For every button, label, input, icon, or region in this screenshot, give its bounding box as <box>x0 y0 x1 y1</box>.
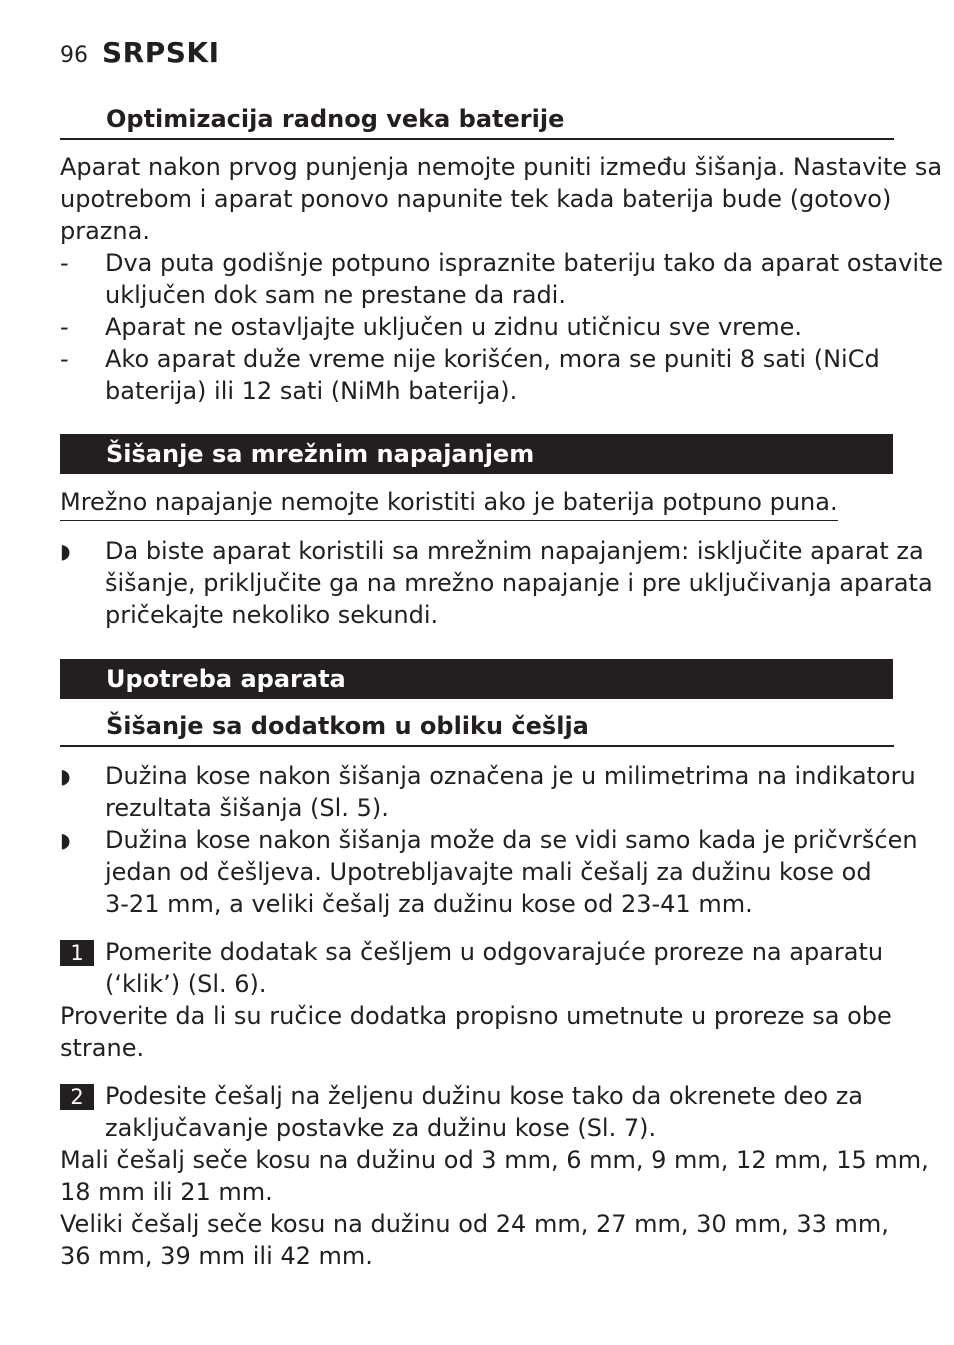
list-item <box>60 760 916 824</box>
text-line: zaključavanje postavke za dužinu kose (Sl. 7). <box>105 1114 657 1142</box>
section-heading-usage: Upotreba aparata <box>60 659 893 699</box>
text-line: pričekajte nekoliko sekundi. <box>105 601 439 629</box>
section-heading-mains: Šišanje sa mrežnim napajanjem <box>60 434 893 474</box>
step-body <box>60 936 893 1000</box>
dash-bullet: - <box>60 345 69 373</box>
text-line: rezultata šišanja (Sl. 5). <box>105 794 389 822</box>
text-line: šišanje, priključite ga na mrežno napajanje i pre uključivanja aparata <box>105 569 933 597</box>
comb-bullets <box>60 760 918 920</box>
text-line: Dužina kose nakon šišanja može da se vidi samo kada je pričvršćen <box>105 826 918 854</box>
text-line: Dva puta godišnje potpuno ispraznite bateriju tako da aparat ostavite <box>105 249 944 277</box>
list-item <box>60 311 893 343</box>
dash-bullet: - <box>60 313 69 341</box>
text-line: Aparat nakon prvog punjenja nemojte puniti između šišanja. Nastavite sa <box>60 153 943 181</box>
battery-intro <box>60 151 943 247</box>
text-line: prazna. <box>60 217 150 245</box>
text-line: Da biste aparat koristili sa mrežnim napajanjem: isključite aparat za <box>105 537 924 565</box>
text-line: Podesite češalj na željenu dužinu kose tako da okrenete deo za <box>105 1082 863 1110</box>
step-1 <box>60 936 893 1064</box>
step-note: 36 mm, 39 mm ili 42 mm. <box>60 1242 373 1270</box>
arrow-bullet-icon: ◗ <box>60 764 71 788</box>
text-line: jedan od češljeva. Upotrebljavajte mali češalj za dužinu kose od <box>105 858 872 886</box>
list-item <box>60 535 933 631</box>
step-2 <box>60 1080 929 1272</box>
dash-bullet: - <box>60 249 69 277</box>
language-title: SRPSKI <box>102 36 220 69</box>
step-note: Mali češalj seče kosu na dužinu od 3 mm, 6 mm, 9 mm, 12 mm, 15 mm, <box>60 1146 929 1174</box>
step-note: strane. <box>60 1034 145 1062</box>
mains-warning: Mrežno napajanje nemojte koristiti ako je baterija potpuno puna. <box>60 486 838 521</box>
text-line: baterija) ili 12 sati (NiMh baterija). <box>105 377 518 405</box>
mains-instruction <box>60 535 933 631</box>
step-number-badge: 2 <box>60 1084 94 1110</box>
arrow-bullet-icon: ◗ <box>60 539 71 563</box>
step-note: Veliki češalj seče kosu na dužinu od 24 mm, 27 mm, 30 mm, 33 mm, <box>60 1210 889 1238</box>
subheading-comb: Šišanje sa dodatkom u obliku češlja <box>60 707 894 747</box>
page-header <box>60 36 220 69</box>
text-line: Pomerite dodatak sa češljem u odgovarajuće proreze na aparatu <box>105 938 884 966</box>
text-line: uključen dok sam ne prestane da radi. <box>105 281 566 309</box>
list-item <box>60 343 893 407</box>
text-line: Ako aparat duže vreme nije korišćen, mora se puniti 8 sati (NiCd <box>105 345 880 373</box>
text-line: Dužina kose nakon šišanja označena je u milimetrima na indikatoru <box>105 762 916 790</box>
list-item <box>60 824 918 920</box>
battery-bullets <box>60 247 944 407</box>
text-line: 3-21 mm, a veliki češalj za dužinu kose od 23-41 mm. <box>105 890 753 918</box>
arrow-bullet-icon: ◗ <box>60 828 71 852</box>
section-heading-battery: Optimizacija radnog veka baterije <box>60 102 894 140</box>
text-line: upotrebom i aparat ponovo napunite tek kada baterija bude (gotovo) <box>60 185 892 213</box>
step-body <box>60 1080 893 1144</box>
page-number: 96 <box>60 43 88 68</box>
text-line: Aparat ne ostavljajte uključen u zidnu utičnicu sve vreme. <box>105 313 803 341</box>
list-item <box>60 247 944 311</box>
step-note: Proverite da li su ručice dodatka propisno umetnute u proreze sa obe <box>60 1002 892 1030</box>
step-note: 18 mm ili 21 mm. <box>60 1178 273 1206</box>
step-number-badge: 1 <box>60 940 94 966</box>
text-line: (‘klik’) (Sl. 6). <box>105 970 267 998</box>
